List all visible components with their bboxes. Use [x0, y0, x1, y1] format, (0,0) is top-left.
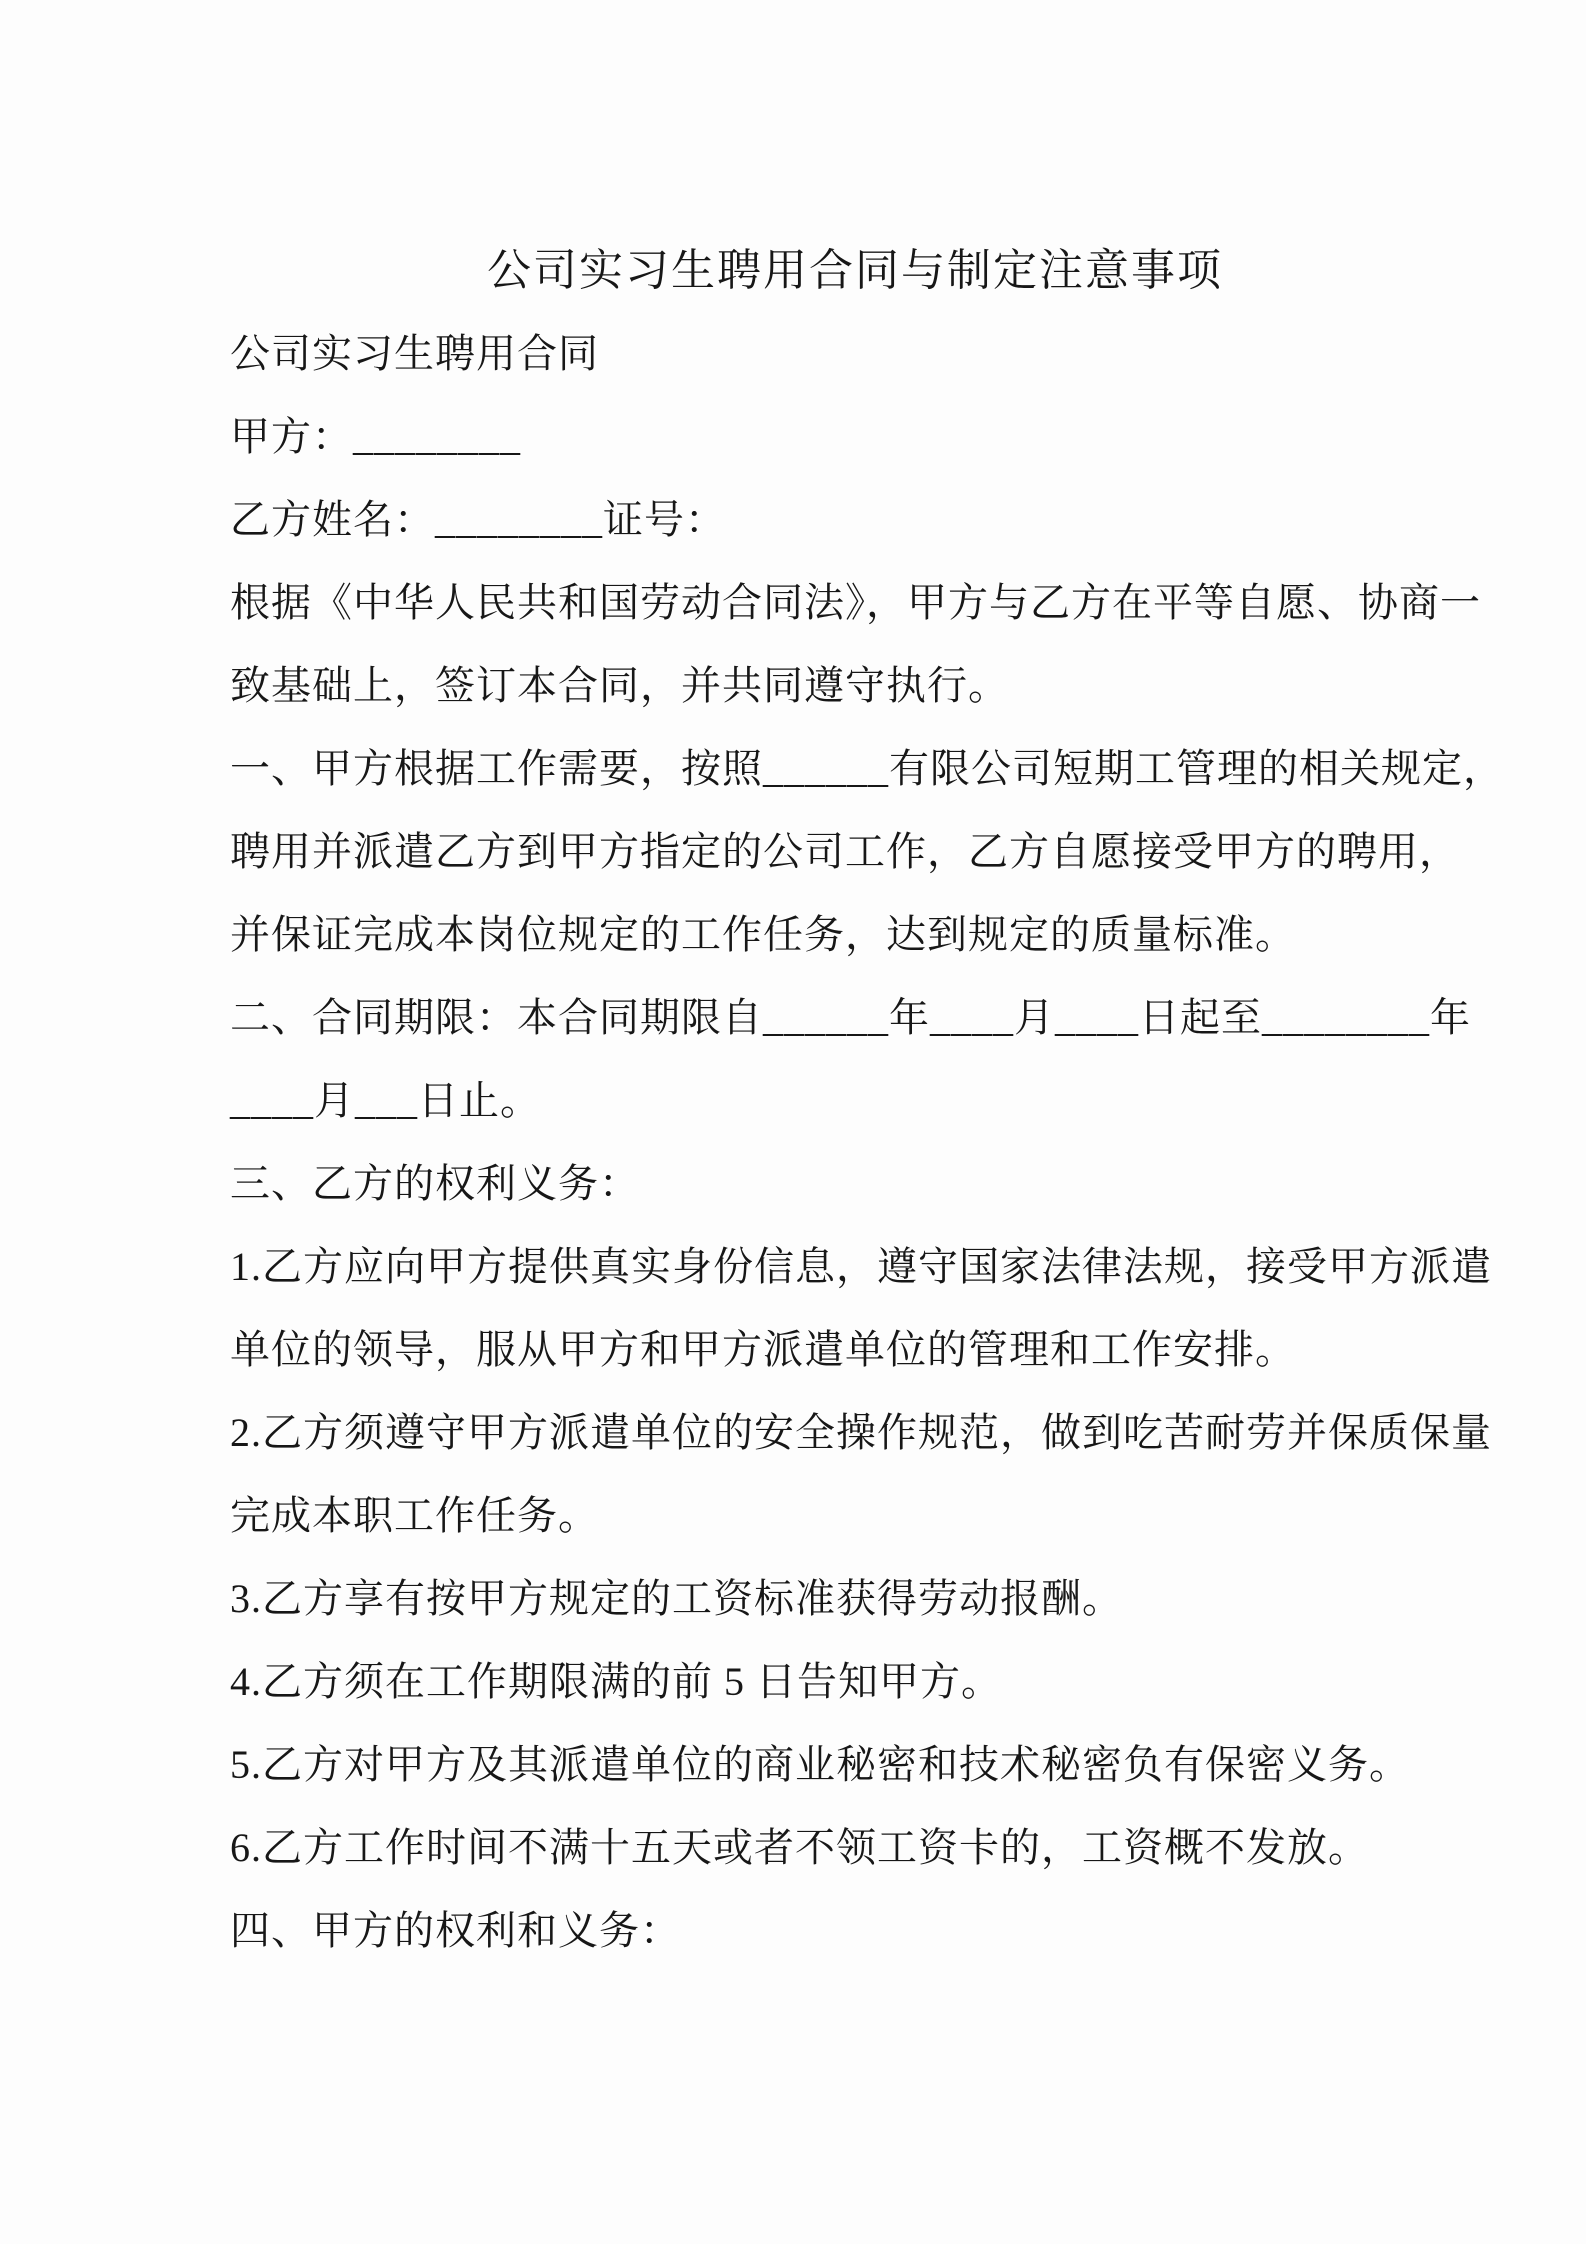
clause-3-item-3: 3.乙方享有按甲方规定的工资标准获得劳动报酬。 — [230, 1576, 1123, 1621]
document-title: 公司实习生聘用合同与制定注意事项 — [487, 246, 1223, 295]
clause-3-item-4: 4.乙方须在工作期限满的前 5 日告知甲方。 — [230, 1659, 1002, 1704]
clause-2-line-2: ____月___日止。 — [230, 1078, 541, 1123]
party-b-name-line: 乙方姓名：________证号： — [230, 497, 726, 542]
clause-3-item-5: 5.乙方对甲方及其派遣单位的商业秘密和技术秘密负有保密义务。 — [230, 1742, 1410, 1787]
clause-1-line-3: 并保证完成本岗位规定的工作任务，达到规定的质量标准。 — [230, 912, 1296, 957]
party-a-line: 甲方：________ — [230, 414, 521, 459]
clause-2-line-1: 二、合同期限：本合同期限自______年____月____日起至________年 — [230, 995, 1471, 1040]
contract-heading: 公司实习生聘用合同 — [230, 331, 599, 376]
clause-1-line-2: 聘用并派遣乙方到甲方指定的公司工作，乙方自愿接受甲方的聘用， — [230, 829, 1460, 874]
clause-3-item-2-line-2: 完成本职工作任务。 — [230, 1493, 599, 1538]
clause-3-item-1-line-1: 1.乙方应向甲方提供真实身份信息，遵守国家法律法规，接受甲方派遣 — [230, 1244, 1492, 1289]
contract-document — [230, 229, 1504, 1972]
clause-4-heading: 四、甲方的权利和义务： — [230, 1908, 681, 1953]
clause-3-heading: 三、乙方的权利义务： — [230, 1161, 640, 1206]
preamble-line-1: 根据《中华人民共和国劳动合同法》，甲方与乙方在平等自愿、协商一 — [230, 580, 1481, 625]
clause-1-line-1: 一、甲方根据工作需要，按照______有限公司短期工管理的相关规定， — [230, 746, 1504, 791]
clause-3-item-2-line-1: 2.乙方须遵守甲方派遣单位的安全操作规范，做到吃苦耐劳并保质保量 — [230, 1410, 1492, 1455]
preamble-line-2: 致基础上，签订本合同，并共同遵守执行。 — [230, 663, 1009, 708]
clause-3-item-6: 6.乙方工作时间不满十五天或者不领工资卡的，工资概不发放。 — [230, 1825, 1369, 1870]
clause-3-item-1-line-2: 单位的领导，服从甲方和甲方派遣单位的管理和工作安排。 — [230, 1327, 1296, 1372]
